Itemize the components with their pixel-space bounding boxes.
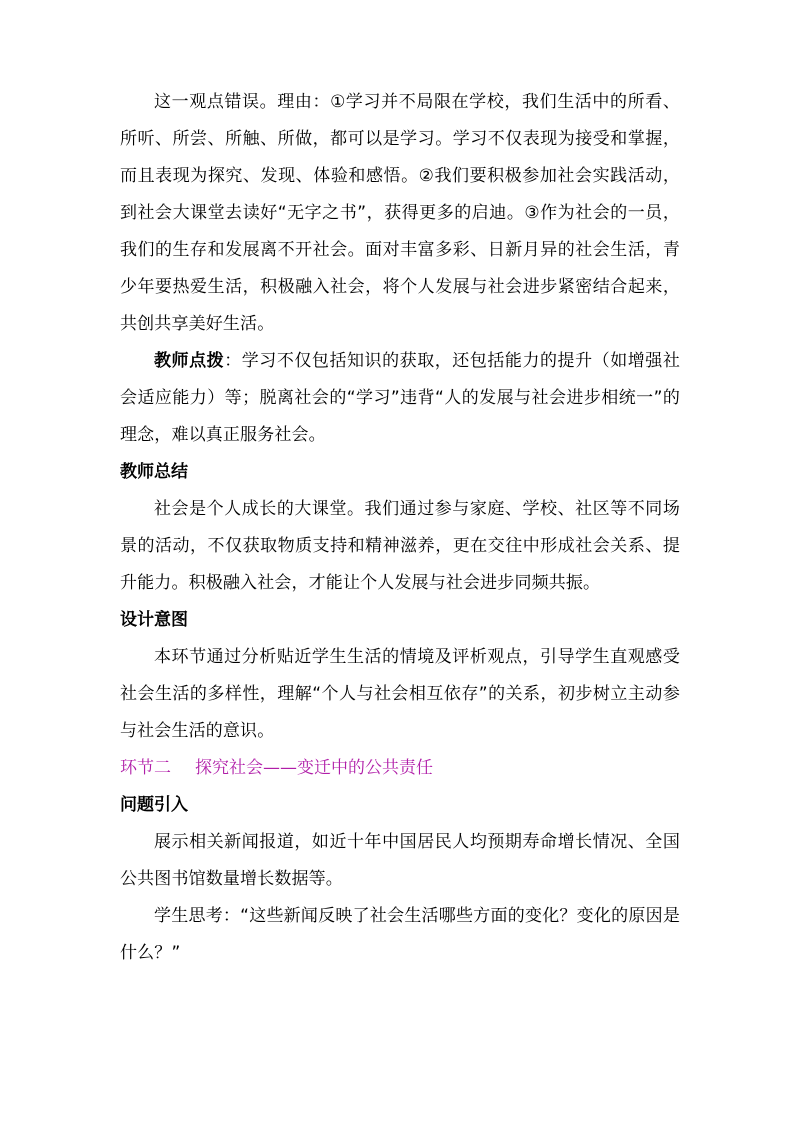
news-paragraph: 展示相关新闻报道，如近十年中国居民人均预期寿命增长情况、全国公共图书馆数量增长数据等。 (120, 832, 680, 889)
teacher-comment-label: 教师点拨 (154, 351, 225, 371)
teacher-comment-text: ：学习不仅包括知识的获取，还包括能力的提升（如增强社会适应能力）等；脱离社会的“学习”违背“人的发展与社会进步相统一”的理念，难以真正服务社会。 (120, 351, 680, 445)
answer-paragraph: 这一观点错误。理由：①学习并不局限在学校，我们生活中的所看、所听、所尝、所触、所做，都可以是学习。学习不仅表现为接受和掌握，而且表现为探究、发现、体验和感悟。②我们要积极参加社会实践活动，到社会大课堂去读好“无字之书”，获得更多的启迪。③作为社会的一员，我们的生存和发展离不开社会。面对丰富多彩、日新月异的社会生活，青少年要热爱生活，积极融入社会，将个人发展与社会进步紧密结合起来，共创共享美好生活。 (120, 92, 680, 334)
student-thinking-paragraph: 学生思考：“这些新闻反映了社会生活哪些方面的变化？变化的原因是什么？” (120, 906, 680, 963)
summary-paragraph: 社会是个人成长的大课堂。我们通过参与家庭、学校、社区等不同场景的活动，不仅获取物质支持和精神滋养，更在交往中形成社会关系、提升能力。积极融入社会，才能让个人发展与社会进步同频共振。 (120, 499, 680, 593)
design-intent-paragraph: 本环节通过分析贴近学生生活的情境及评析观点，引导学生直观感受社会生活的多样性，理解“个人与社会相互依存”的关系，初步树立主动参与社会生活的意识。 (120, 647, 680, 741)
design-intent-heading: 设计意图 (120, 610, 188, 630)
teacher-comment-paragraph (120, 343, 680, 454)
document-page (120, 84, 680, 972)
section-title (120, 750, 680, 787)
section-name: 探究社会——变迁中的公共责任 (195, 758, 433, 778)
question-intro-heading: 问题引入 (120, 795, 188, 815)
summary-heading: 教师总结 (120, 462, 188, 482)
section-number: 环节二 (120, 758, 171, 778)
